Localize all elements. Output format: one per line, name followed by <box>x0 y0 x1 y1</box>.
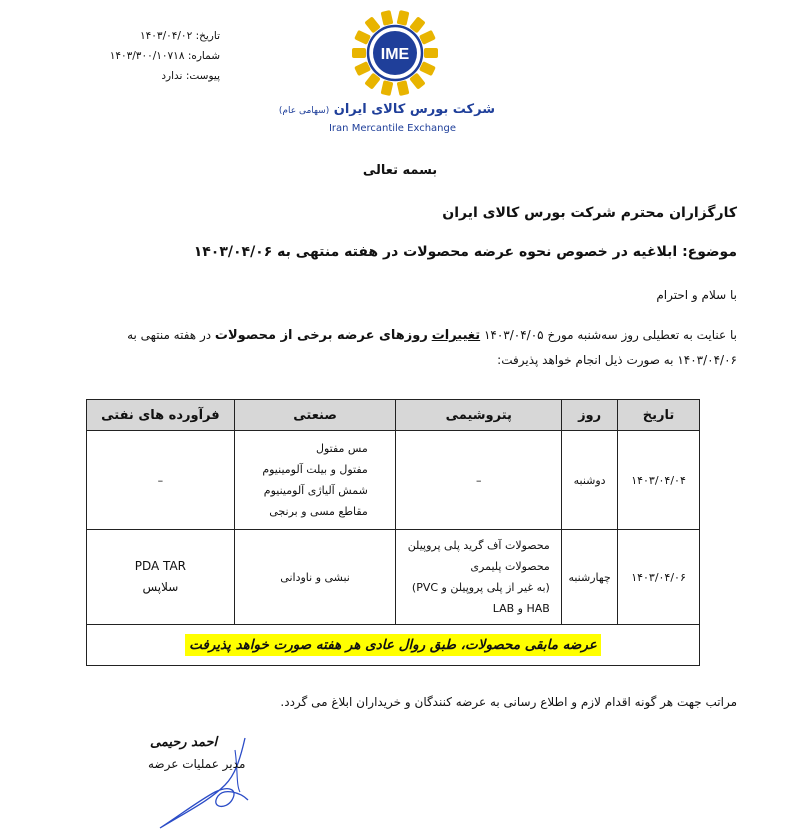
cell-note <box>87 625 700 666</box>
emblem-ray <box>397 80 410 96</box>
highlighted-note: عرضه مابقی محصولات، طبق روال عادی هر هفته صورت خواهد پذیرفت <box>185 634 601 656</box>
signatory-name: احمد رحیمی <box>150 735 218 750</box>
body-paragraph-line1: با عنایت به تعطیلی روز سه‌شنبه مورخ ۱۴۰۳/۰۴/۰۵ تغییرات روزهای عرضه برخی از محصولات در هفته منتهی به <box>127 328 737 343</box>
emblem-ray <box>419 61 436 76</box>
cell-oil-products: – <box>87 431 235 530</box>
cell-day: چهارشنبه <box>562 530 618 625</box>
company-name-english: Iran Mercantile Exchange <box>328 123 456 134</box>
header-date: تاریخ <box>618 400 700 431</box>
signatory-title: مدیر عملیات عرضه <box>148 757 246 771</box>
header-oil-products: فرآورده های نفتی <box>87 400 235 431</box>
cell-petrochemical: محصولات آف گرید پلی پروپیلن محصولات پلیمری (به غیر از پلی پروپیلن و PVC) HAB و LAB <box>396 530 562 625</box>
header-industrial: صنعتی <box>234 400 396 431</box>
body-paragraph-line2: ۱۴۰۳/۰۴/۰۶ به صورت ذیل انجام خواهد پذیرفت: <box>497 353 737 367</box>
ime-emblem-icon <box>352 10 438 96</box>
cell-day: دوشنبه <box>562 431 618 530</box>
table-note-row <box>87 625 700 666</box>
emblem-ray <box>381 10 394 26</box>
offering-schedule-table <box>86 399 700 666</box>
cell-date: ۱۴۰۳/۰۴/۰۴ <box>618 431 700 530</box>
meta-number: شماره: ۱۴۰۳/۳۰۰/۱۰۷۱۸ <box>109 50 220 62</box>
company-name: شرکت بورس کالای ایران (سهامی عام) <box>278 102 495 117</box>
table-row <box>87 530 700 625</box>
cell-industrial: مس مفتول مفتول و بیلت آلومینیوم شمش آلیاژی آلومینیوم مقاطع مسی و برنجی <box>234 431 396 530</box>
table-row <box>87 431 700 530</box>
meta-attachment: پیوست: ندارد <box>161 70 220 82</box>
header-day: روز <box>562 400 618 431</box>
emblem-text: IME <box>380 46 410 63</box>
emblem-ray <box>397 10 410 26</box>
emblem-ray <box>424 48 438 58</box>
greeting: با سلام و احترام <box>656 288 737 302</box>
cell-oil-products: PDA TAR سلاپس <box>87 530 235 625</box>
emblem-ray <box>352 48 366 58</box>
meta-date: تاریخ: ۱۴۰۳/۰۴/۰۲ <box>140 30 220 42</box>
emblem-ray <box>354 30 371 45</box>
emblem-ray <box>419 30 436 45</box>
cell-date: ۱۴۰۳/۰۴/۰۶ <box>618 530 700 625</box>
cell-petrochemical: – <box>396 431 562 530</box>
emblem-ray <box>354 61 371 76</box>
table-header-row <box>87 400 700 431</box>
cell-industrial: نبشی و ناودانی <box>234 530 396 625</box>
header-petrochemical: پتروشیمی <box>396 400 562 431</box>
basmala: بسمه تعالی <box>362 163 438 178</box>
company-logo <box>278 10 510 140</box>
emblem-ray <box>381 80 394 96</box>
letter-meta <box>40 26 220 86</box>
closing-paragraph: مراتب جهت هر گونه اقدام لازم و اطلاع رسانی به عرضه کنندگان و خریداران ابلاغ می گردد. <box>280 695 737 709</box>
recipient: کارگزاران محترم شرکت بورس کالای ایران <box>442 205 737 221</box>
subject-line: موضوع: ابلاغیه در خصوص نحوه عرضه محصولات در هفته منتهی به ۱۴۰۳/۰۴/۰۶ <box>193 244 737 260</box>
